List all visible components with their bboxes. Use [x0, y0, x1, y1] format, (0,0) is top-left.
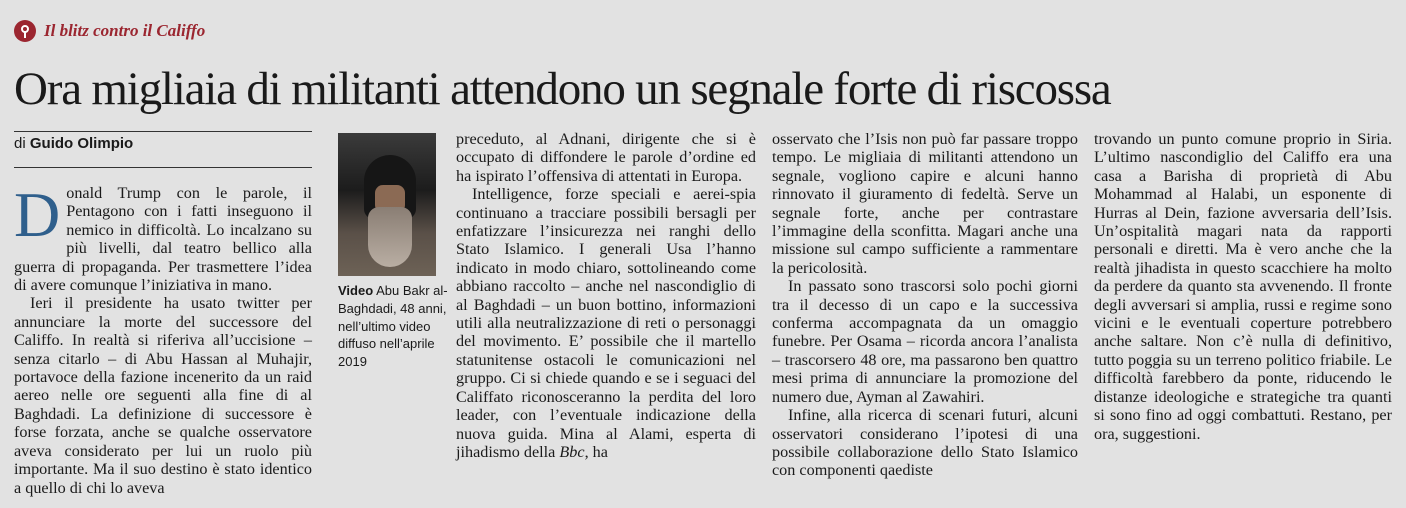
article-column-5: [1094, 130, 1392, 443]
bbc-italic: Bbc: [559, 442, 585, 461]
caption-text: Abu Bakr al-Baghdadi, 48 anni, nell’ultimo video diffuso nell’aprile 2019: [338, 283, 448, 370]
article-paragraph: [456, 185, 756, 461]
photo-caption: [338, 282, 448, 371]
byline-top-rule: [14, 131, 312, 132]
article-paragraph: [14, 179, 312, 295]
al-baghdadi-photo: [338, 133, 436, 276]
article-paragraph: Infine, alla ricerca di scenari futuri, alcuni osservatori considerano l’ipotesi di una possibile collaborazione dello Stato Islamico con componenti qaediste: [772, 406, 1078, 480]
headline: Ora migliaia di militanti attendono un segnale forte di riscossa: [14, 63, 1111, 115]
article-paragraph: trovando un punto comune proprio in Siria. L’ultimo nascondiglio del Califfo era una casa a Barisha di proprietà di Abu Mohammad al Halabi, un esponente di Hurras al Dein, fazione avversaria dell’Isis. Un’ospitalità magari nata da rapporti personali e diretti. Ma è vero anche che la realtà jihadista in questo scacchiere ha molto da perdere da quanto sta avvenendo. Il fronte degli avversari si amplia, russi e regime sono vicini e le eventuali coperture potrebbero anche saltare. Non c’è nulla di definitivo, tutto poggia su un terreno politico friabile. Le difficoltà farebbero da ponte, riducendo le distanze ideologiche e strategiche tra quanti si sono fino ad oggi combattuti. Restano, per ora, suggestioni.: [1094, 130, 1392, 443]
photo-beard: [368, 207, 412, 267]
article-paragraph: preceduto, al Adnani, dirigente che si è occupato di diffondere le parole d’ordine ed ha ispirato l’offensiva di attentati in Europa.: [456, 130, 756, 185]
article-paragraph: In passato sono trascorsi solo pochi giorni tra il decesso di un capo e la successiva conferma accompagnata da un omaggio funebre. Per Osama – ricorda ancora l’analista – trascorsero 48 ore, ma passarono ben quattro mesi prima di annunciare la promozione del numero due, Ayman al Zawahiri.: [772, 277, 1078, 406]
drop-cap: D: [14, 179, 61, 250]
paragraph-end: , ha: [584, 442, 608, 461]
caption-label: Video: [338, 283, 374, 298]
kicker-label: Il blitz contro il Califfo: [44, 21, 206, 40]
paragraph-text: Intelligence, forze speciali e aerei-spia continuano a tracciare possibili bersagli per enfatizzare l’insicurezza nei ranghi dello Stato Islamico. I generali Usa l’hanno indicato in modo chiaro, sottolineando come abbiano raccolto – anche nel nascondiglio di al Baghdadi – un buon bottino, informazioni utili alla neutralizzazione di reti o personaggi del movimento. E’ possibile che il martello statunitense ostacoli le comunicazioni nel gruppo. Ci si chiede quando e se i seguaci del Califfato riconosceranno la perdita del loro leader, con l’eventuale indicazione della nuova guida. Mina al Alami, esperta di jihadismo della: [456, 185, 756, 461]
byline: [14, 135, 133, 152]
article-column-1: [14, 179, 312, 497]
section-kicker: [14, 20, 205, 42]
pin-icon: [14, 20, 36, 42]
byline-author: Guido Olimpio: [29, 135, 134, 152]
article-paragraph: osservato che l’Isis non può far passare troppo tempo. Le migliaia di militanti attendono un segnale, vogliono capire e alcuni hanno rinnovato il giuramento di fedeltà. Serve un segnale forte, anche per contrastare l’immagine della sconfitta. Magari anche una missione sul campo sufficiente a rammentare la pericolosità.: [772, 130, 1078, 277]
byline-prefix: di: [14, 135, 26, 152]
byline-bottom-rule: [14, 167, 312, 168]
article-paragraph: Ieri il presidente ha usato twitter per annunciare la morte del successore del Califfo. In realtà si riferiva all’uccisione – senza citarlo – di Abu Hassan al Muhajir, portavoce della fazione incenerito da un raid aereo nelle ore seguenti alla fine di al Baghdadi. La definizione di successore è forse forzata, anche se qualche osservatore aveva considerato per lui un ruolo più importante. Ma il suo destino è stato identico a quello di chi lo aveva: [14, 294, 312, 497]
article-column-3: [456, 130, 756, 461]
article-column-4: [772, 130, 1078, 480]
paragraph-text: onald Trump con le parole, il Pentagono con i fatti inseguono il nemico in difficoltà. Lo incalzano su più livelli, dal teatro bellico alla guerra di propaganda. Per trasmettere l’idea di avere comunque l’iniziativa in mano.: [14, 184, 312, 295]
